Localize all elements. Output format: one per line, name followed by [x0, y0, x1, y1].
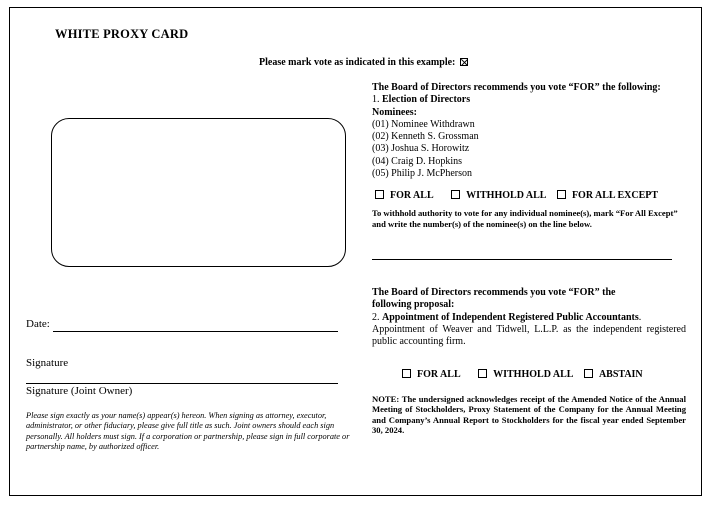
p2-abstain-option[interactable]: ABSTAIN — [584, 369, 643, 380]
proposal-1-vote-options — [375, 190, 658, 201]
for-all-except-checkbox[interactable] — [557, 190, 566, 199]
proposal-2-heading-row — [372, 312, 686, 324]
p2-withhold-all-checkbox[interactable] — [478, 369, 487, 378]
signature-line[interactable] — [26, 383, 338, 384]
signature-label: Signature — [26, 357, 69, 369]
proposal-1 — [372, 82, 686, 180]
nominee-item: (03) Joshua S. Horowitz — [372, 143, 470, 155]
exception-write-in-line[interactable] — [372, 259, 672, 260]
proposal-2-heading-period: . — [638, 311, 642, 323]
p2-for-all-option[interactable]: FOR ALL — [402, 369, 461, 380]
proposal-2-number: 2. — [372, 311, 380, 323]
p2-for-all-checkbox[interactable] — [402, 369, 411, 378]
nominee-item: (05) Philip J. McPherson — [372, 168, 472, 180]
date-line[interactable] — [53, 331, 338, 332]
withhold-instruction: To withhold authority to vote for any individual nominee(s), mark “For All Except” and write the number(s) of the nominee(s) on the line below. — [372, 208, 678, 229]
proposal-1-recommendation: The Board of Directors recommends you vote “FOR” the following: — [372, 82, 661, 93]
for-all-checkbox[interactable] — [375, 190, 384, 199]
proxy-card — [9, 7, 702, 496]
proposal-2-description: Appointment of Weaver and Tidwell, L.L.P. as the independent registered public accounting firm. — [372, 323, 686, 348]
nominee-item: (01) Nominee Withdrawn — [372, 118, 475, 130]
proposal-2-heading: Appointment of Independent Registered Public Accountants — [382, 311, 639, 323]
for-all-option[interactable]: FOR ALL — [375, 190, 434, 201]
proposal-1-heading-row — [372, 94, 686, 106]
example-text: Please mark vote as indicated in this example: — [259, 57, 456, 68]
proposal-2-recommendation-line-2: following proposal: — [372, 299, 455, 311]
card-title: WHITE PROXY CARD — [55, 27, 189, 41]
withhold-all-option[interactable]: WITHHOLD ALL — [451, 190, 546, 201]
withhold-all-checkbox[interactable] — [451, 190, 460, 199]
example-checked-box-icon — [460, 58, 468, 66]
date-label: Date: — [26, 318, 50, 330]
p2-abstain-checkbox[interactable] — [584, 369, 593, 378]
nominee-item: (04) Craig D. Hopkins — [372, 155, 462, 167]
proposal-2-vote-options — [402, 369, 643, 380]
proposal-1-number: 1. — [372, 94, 380, 106]
signing-instructions: Please sign exactly as your name(s) appear(s) hereon. When signing as attorney, executor, administrator, or other fiduciary, please give full title as such. Joint owners should each sign personally. All holders must sign. If a corporation or partnership, please sign in full corporate or partnership name, by authorized officer. — [26, 411, 350, 452]
proposal-1-heading: Election of Directors — [382, 94, 471, 106]
p2-withhold-all-option[interactable]: WITHHOLD ALL — [478, 369, 573, 380]
address-window — [51, 118, 346, 267]
proposal-2 — [372, 287, 686, 348]
acknowledgement-note: NOTE: The undersigned acknowledges receipt of the Amended Notice of the Annual Meeting of Stockholders, Proxy Statement of the Company for the Annual Meeting and Company’s Annual Report to Stockholders for the fiscal year ended September 30, 2024. — [372, 394, 686, 436]
nominee-item: (02) Kenneth S. Grossman — [372, 131, 479, 143]
for-all-except-option[interactable]: FOR ALL EXCEPT — [557, 190, 658, 201]
nominees-label: Nominees: — [372, 106, 417, 118]
proposal-2-recommendation-line-1: The Board of Directors recommends you vote “FOR” the — [372, 287, 616, 298]
example-instruction — [259, 57, 468, 68]
joint-owner-label: Signature (Joint Owner) — [26, 385, 133, 397]
